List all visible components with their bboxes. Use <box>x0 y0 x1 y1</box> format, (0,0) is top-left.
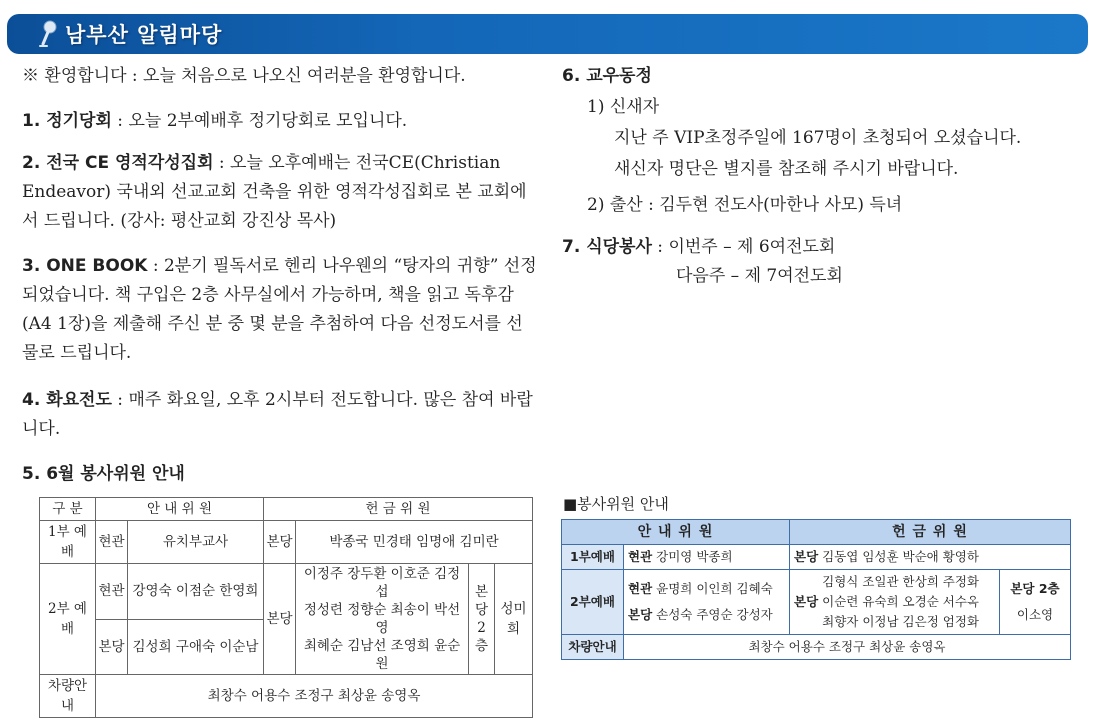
welcome-text: ※ 환영합니다 : 오늘 처음으로 나오신 여러분을 환영합니다. <box>22 66 466 86</box>
notice-item-3-body: : 2분기 필독서로 헨리 나우웬의 “탕자의 귀향” 선정되었습니다. 책 구입은 2층 사무실에서 가능하며, 책을 읽고 독후감(A4 1장)을 제출해 주신 분 중 몇 분을 추첨하여 다음 선정도서를 선물로 드립니다. <box>22 256 537 363</box>
table2-r2-annae <box>624 570 790 635</box>
table1-r2-place1: 현관 <box>96 564 128 620</box>
notice-6-sub1: 1) 신새자 <box>587 97 660 117</box>
table1-header-gubun: 구 분 <box>40 498 96 521</box>
table1-r2-heongeum-line1: 이정주 장두환 이호준 김정섭 <box>303 566 461 600</box>
notice-item-7 <box>562 233 1082 262</box>
table1-r3-value: 최창수 어용수 조정구 최상윤 송영옥 <box>96 675 533 718</box>
table1-r1-hplace: 본당 <box>264 521 296 564</box>
notice-item-1-head: 1. 정기당회 <box>22 111 112 131</box>
table2-header-heongeum: 헌 금 위 원 <box>790 520 1071 545</box>
table2-r3-label: 차량안내 <box>562 635 624 660</box>
notice-6-line1: 지난 주 VIP초정주일에 167명이 초청되어 오셨습니다. <box>614 128 1022 148</box>
notice-7-line2: 다음주 – 제 7여전도회 <box>676 266 843 286</box>
notice-item-4 <box>22 386 537 444</box>
volunteer-table-2 <box>561 519 1071 660</box>
notice-item-2 <box>22 149 537 236</box>
notice-item-3 <box>22 252 537 368</box>
table2-r2-heongeum-line2: 이순련 유숙희 오경순 서수옥 <box>822 594 979 609</box>
table2-r2-heongeum-line3: 최향자 이정남 김은정 엄정화 <box>822 614 979 629</box>
header-banner <box>7 14 1088 54</box>
notice-item-7-head: 7. 식당봉사 <box>562 237 652 257</box>
notice-item-2-body: : 오늘 오후예배는 전국CE(Christian Endeavor) 국내외 선교교회 건축을 위한 영적각성집회로 본 교회에서 드립니다. (강사: 평산교회 강진상 목사) <box>22 153 527 231</box>
table1-r2-heongeum <box>296 564 469 675</box>
table2-r2-extra: 이소영 <box>1016 607 1054 622</box>
microphone-icon <box>37 20 59 48</box>
table2-caption: ■봉사위원 안내 <box>563 495 669 513</box>
notice-6-line2: 새신자 명단은 별지를 참조해 주시기 바랍니다. <box>614 159 959 179</box>
table1-r2-annae1: 강영숙 이점순 한영희 <box>128 564 264 620</box>
notice-item-4-head: 4. 화요전도 <box>22 390 112 410</box>
table2-r2-annae-place2: 본당 <box>628 607 653 622</box>
table1-header-heongeum: 헌 금 위 원 <box>264 498 533 521</box>
table1-header-annae: 안 내 위 원 <box>96 498 264 521</box>
table2-r2-heongeum-place: 본당 <box>794 594 819 609</box>
table2-header-annae: 안 내 위 원 <box>562 520 790 545</box>
right-column <box>562 62 1082 291</box>
table1-r2-heongeum-line2: 정성련 정향순 최송이 박선영 <box>303 602 461 636</box>
table1-r2-annae2: 김성희 구애숙 이순남 <box>128 619 264 675</box>
notice-item-3-head: 3. ONE BOOK <box>22 256 148 276</box>
table1-r3-label: 차량안내 <box>40 675 96 718</box>
table1-r2-bondang2: 본당 2층 <box>469 564 495 675</box>
notice-item-1-body: : 오늘 2부예배후 정기당회로 모입니다. <box>111 111 408 131</box>
table2-r2-label: 2부예배 <box>562 570 624 635</box>
table2-r2-heongeum <box>790 570 1000 635</box>
table2-r2-annae-names2: 손성숙 주영순 강성자 <box>652 607 773 622</box>
notice-item-6-head: 6. 교우동정 <box>562 66 652 86</box>
table1-r2-place2: 본당 <box>96 619 128 675</box>
left-column <box>22 62 537 489</box>
notice-6-sub2: 2) 출산 : 김두현 전도사(마한나 사모) 득녀 <box>587 195 903 215</box>
notice-item-1 <box>22 107 537 136</box>
header-title: 남부산 알림마당 <box>65 23 223 47</box>
table2-r1-annae <box>624 545 790 570</box>
table2-r2-bondang2-cell <box>1000 570 1071 635</box>
notice-item-2-head: 2. 전국 CE 영적각성집회 <box>22 153 214 173</box>
table2-r1-heongeum-place: 본당 <box>794 549 819 564</box>
table2-r1-heongeum-names: 김동엽 임성훈 박순애 황영하 <box>818 549 979 564</box>
notice-item-4-body: : 매주 화요일, 오후 2시부터 전도합니다. 많은 참여 바랍니다. <box>22 390 533 439</box>
table2-r1-annae-names: 강미영 박종희 <box>652 549 733 564</box>
table1-r2-hplace: 본당 <box>264 564 296 675</box>
table1-r1-heongeum: 박종국 민경태 임명애 김미란 <box>296 521 533 564</box>
table2-r1-annae-place: 현관 <box>628 549 653 564</box>
table1-r1-label: 1부 예배 <box>40 521 96 564</box>
notice-item-5-head: 5. 6월 봉사위원 안내 <box>22 464 185 484</box>
table1-r1-annae: 유치부교사 <box>128 521 264 564</box>
volunteer-table-1 <box>39 497 533 718</box>
table1-r2-extra: 성미희 <box>495 564 533 675</box>
table1-r1-place: 현관 <box>96 521 128 564</box>
notice-7-line1: : 이번주 – 제 6여전도회 <box>651 237 836 257</box>
table2-r3-value: 최창수 어용수 조정구 최상윤 송영옥 <box>624 635 1071 660</box>
table2-r1-heongeum <box>790 545 1071 570</box>
table2-r2-bondang2: 본당 2층 <box>1010 581 1060 596</box>
table2-r1-label: 1부예배 <box>562 545 624 570</box>
table1-r2-label: 2부 예배 <box>40 564 96 675</box>
table2-r2-annae-place1: 현관 <box>628 581 653 596</box>
table1-r2-heongeum-line3: 최혜순 김남선 조영희 윤순원 <box>303 638 461 672</box>
table2-r2-heongeum-line1: 김형식 조일관 한상희 주정화 <box>822 574 979 589</box>
table2-r2-annae-names1: 윤명희 이인희 김혜숙 <box>652 581 773 596</box>
